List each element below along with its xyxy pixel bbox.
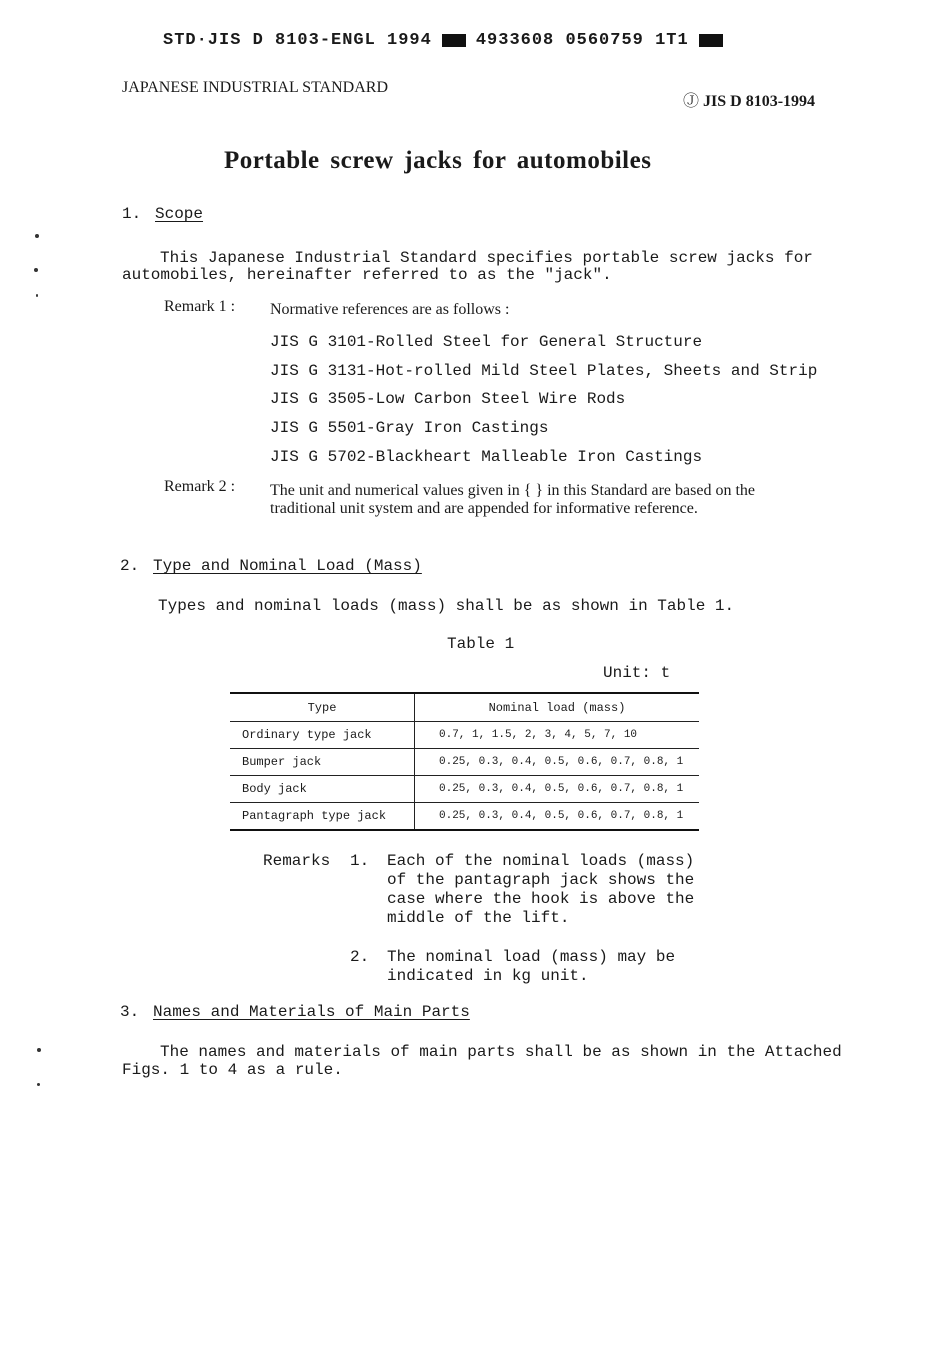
cell-type: Body jack xyxy=(230,776,415,803)
remark-2-text: The unit and numerical values given in { } in this Standard are based on the traditional unit system and are appended for informative reference. xyxy=(270,482,756,517)
document-code-header xyxy=(163,31,723,50)
remark-1-text: Normative references are as follows : xyxy=(270,301,510,318)
page-title: Portable screw jacks for automobiles xyxy=(224,147,652,174)
remark-2-body xyxy=(387,948,675,986)
document-code: STD·JIS D 8103-ENGL 1994 xyxy=(163,31,432,50)
section-2-heading xyxy=(120,557,422,575)
normative-reference: JIS G 3131-Hot-rolled Mild Steel Plates, Sheets and Strip xyxy=(270,362,818,380)
table-row xyxy=(230,803,699,831)
table-row xyxy=(230,749,699,776)
scan-speck xyxy=(37,1083,40,1086)
barcode-number: 4933608 0560759 1T1 xyxy=(475,31,689,50)
table-unit: Unit: t xyxy=(603,664,671,682)
section-number: 2. xyxy=(120,557,140,575)
remark-line: case where the hook is above the xyxy=(387,890,695,908)
section-title: Scope xyxy=(155,205,204,223)
cell-load: 0.25, 0.3, 0.4, 0.5, 0.6, 0.7, 0.8, 1 xyxy=(415,776,700,803)
table-row xyxy=(230,776,699,803)
section-number: 1. xyxy=(122,205,142,223)
remark-1-body xyxy=(387,852,694,928)
cell-type: Ordinary type jack xyxy=(230,722,415,749)
scan-speck xyxy=(36,294,38,297)
cell-type: Pantagraph type jack xyxy=(230,803,415,831)
standard-label: JAPANESE INDUSTRIAL STANDARD xyxy=(122,79,388,96)
scope-para-line: This Japanese Industrial Standard specifies portable screw jacks for xyxy=(160,249,813,267)
scan-speck xyxy=(35,234,39,238)
remarks-label: Remarks xyxy=(263,852,331,870)
remark-number: 2. xyxy=(350,948,370,966)
remark-number: 1. xyxy=(350,852,370,870)
normative-reference: JIS G 5702-Blackheart Malleable Iron Castings xyxy=(270,448,703,466)
table-header-row xyxy=(230,693,699,722)
scan-speck xyxy=(37,1048,41,1052)
normative-reference: JIS G 3505-Low Carbon Steel Wire Rods xyxy=(270,390,626,408)
cell-load: 0.25, 0.3, 0.4, 0.5, 0.6, 0.7, 0.8, 1 xyxy=(439,810,684,822)
column-header-nominal-load: Nominal load (mass) xyxy=(415,693,700,722)
cell-load: 0.25, 0.3, 0.4, 0.5, 0.6, 0.7, 0.8, 1 xyxy=(415,749,700,776)
table-caption: Table 1 xyxy=(447,635,515,653)
remark-1-label: Remark 1 : xyxy=(164,298,236,315)
section-3-heading xyxy=(120,1003,470,1021)
scan-speck xyxy=(34,268,38,272)
column-header-type: Type xyxy=(230,693,415,722)
remark-line: indicated in kg unit. xyxy=(387,967,589,985)
types-para: Types and nominal loads (mass) shall be as shown in Table 1. xyxy=(158,597,735,615)
normative-reference: JIS G 5501-Gray Iron Castings xyxy=(270,419,549,437)
nominal-load-table xyxy=(230,692,699,831)
scope-para-line: automobiles, hereinafter referred to as the "jack". xyxy=(122,266,612,284)
cell-type: Bumper jack xyxy=(230,749,415,776)
remark-line: of the pantagraph jack shows the xyxy=(387,871,695,889)
remark-line: Each of the nominal loads (mass) xyxy=(387,852,695,870)
section-1-heading xyxy=(122,205,203,223)
jis-mark-icon: Ⓙ xyxy=(683,93,700,110)
black-bar-icon xyxy=(442,34,466,47)
names-para-line: Figs. 1 to 4 as a rule. xyxy=(122,1061,343,1079)
remark-line: middle of the lift. xyxy=(387,909,570,927)
standard-number: JIS D 8103-1994 xyxy=(703,93,816,110)
normative-reference: JIS G 3101-Rolled Steel for General Structure xyxy=(270,333,703,351)
standard-number-block xyxy=(683,88,815,111)
section-title: Type and Nominal Load (Mass) xyxy=(153,557,422,575)
black-bar-icon xyxy=(699,34,723,47)
cell-load: 0.7, 1, 1.5, 2, 3, 4, 5, 7, 10 xyxy=(415,722,700,749)
remark-line: The nominal load (mass) may be xyxy=(387,948,676,966)
table-row xyxy=(230,722,699,749)
remark-2-label: Remark 2 : xyxy=(164,478,236,495)
names-para-line: The names and materials of main parts shall be as shown in the Attached xyxy=(160,1043,842,1061)
section-title: Names and Materials of Main Parts xyxy=(153,1003,470,1021)
section-number: 3. xyxy=(120,1003,140,1021)
